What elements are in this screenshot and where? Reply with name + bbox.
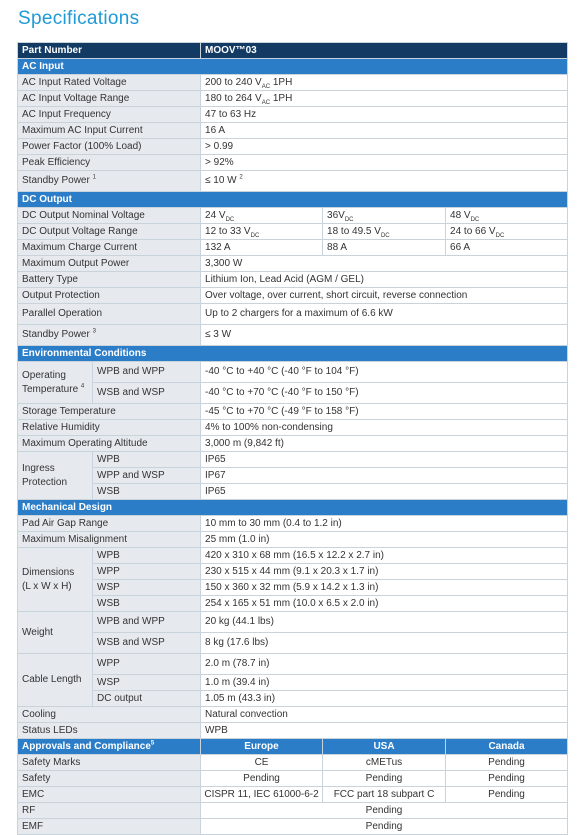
row-sublabel: WPB (93, 548, 201, 564)
row-value: 2.0 m (78.7 in) (201, 654, 568, 675)
table-row (18, 612, 568, 633)
table-row (18, 436, 568, 452)
row-label: AC Input Frequency (18, 107, 201, 123)
table-row (18, 420, 568, 436)
row-value: Pending (446, 755, 568, 771)
row-label: EMF (18, 819, 201, 835)
row-label: Standby Power $^3$ (18, 325, 201, 346)
row-value: Natural convection (201, 707, 568, 723)
row-label: Maximum AC Input Current (18, 123, 201, 139)
section-title: Approvals and Compliance$^5$ (18, 739, 201, 755)
table-row (18, 516, 568, 532)
table-row (18, 139, 568, 155)
row-label: Cooling (18, 707, 201, 723)
row-value: Lithium Ion, Lead Acid (AGM / GEL) (201, 272, 568, 288)
row-label: DC Output Voltage Range (18, 224, 201, 240)
spec-table (17, 42, 568, 835)
section-mechanical (18, 500, 568, 516)
table-row (18, 240, 568, 256)
table-row (18, 107, 568, 123)
row-value: 8 kg (17.6 lbs) (201, 633, 568, 654)
row-value: 150 x 360 x 32 mm (5.9 x 14.2 x 1.3 in) (201, 580, 568, 596)
row-label: Safety Marks (18, 755, 201, 771)
table-row (18, 580, 568, 596)
row-sublabel: WPB and WPP (93, 612, 201, 633)
table-row (18, 564, 568, 580)
row-label: AC Input Voltage Range (18, 91, 201, 107)
row-value: 4% to 100% non-condensing (201, 420, 568, 436)
table-row (18, 75, 568, 91)
table-row (18, 91, 568, 107)
row-value: IP65 (201, 484, 568, 500)
table-row (18, 256, 568, 272)
row-value: 88 A (323, 240, 446, 256)
row-label: Cable Length (18, 654, 93, 707)
table-row (18, 383, 568, 404)
row-label: Peak Efficiency (18, 155, 201, 171)
row-label: Relative Humidity (18, 420, 201, 436)
row-value: 18 to 49.5 $V_{DC}$ (323, 224, 446, 240)
table-row (18, 532, 568, 548)
table-row (18, 596, 568, 612)
table-row (18, 452, 568, 468)
row-value: Pending (446, 771, 568, 787)
row-label: Operating Temperature $^4$ (18, 362, 93, 404)
table-row (18, 675, 568, 691)
row-value: 3,300 W (201, 256, 568, 272)
row-value: 16 A (201, 123, 568, 139)
row-label: Maximum Operating Altitude (18, 436, 201, 452)
table-row (18, 224, 568, 240)
row-sublabel: DC output (93, 691, 201, 707)
row-label: DC Output Nominal Voltage (18, 208, 201, 224)
row-value: CE (201, 755, 323, 771)
row-sublabel: WSB (93, 596, 201, 612)
row-label: Maximum Charge Current (18, 240, 201, 256)
section-ac-input (18, 59, 568, 75)
table-row (18, 325, 568, 346)
row-sublabel: WPP (93, 654, 201, 675)
row-value: 12 to 33 $V_{DC}$ (201, 224, 323, 240)
row-value: ≤ 10 W $^2$ (201, 171, 568, 192)
row-value: Pending (201, 771, 323, 787)
row-sublabel: WPP and WSP (93, 468, 201, 484)
row-value: IP65 (201, 452, 568, 468)
row-sublabel: WPB (93, 452, 201, 468)
table-row (18, 755, 568, 771)
table-row (18, 803, 568, 819)
row-value: 180 to 264 $V_{AC}$ 1PH (201, 91, 568, 107)
row-label: Battery Type (18, 272, 201, 288)
table-row (18, 362, 568, 383)
column-header: USA (323, 739, 446, 755)
row-value: 1.05 m (43.3 in) (201, 691, 568, 707)
row-value: 48 $V_{DC}$ (446, 208, 568, 224)
row-label: Maximum Output Power (18, 256, 201, 272)
table-row (18, 123, 568, 139)
table-row (18, 272, 568, 288)
table-row (18, 691, 568, 707)
column-header: Canada (446, 739, 568, 755)
row-value: Over voltage, over current, short circuit, reverse connection (201, 288, 568, 304)
row-value: -45 °C to +70 °C (-49 °F to 158 °F) (201, 404, 568, 420)
table-row (18, 771, 568, 787)
page-title: Specifications (18, 8, 140, 29)
row-value: 1.0 m (39.4 in) (201, 675, 568, 691)
row-value: 230 x 515 x 44 mm (9.1 x 20.3 x 1.7 in) (201, 564, 568, 580)
row-value: 420 x 310 x 68 mm (16.5 x 12.2 x 2.7 in) (201, 548, 568, 564)
row-label: EMC (18, 787, 201, 803)
section-title: Mechanical Design (18, 500, 568, 516)
row-label: Safety (18, 771, 201, 787)
row-value: -40 °C to +40 °C (-40 °F to 104 °F) (201, 362, 568, 383)
row-value: Pending (446, 787, 568, 803)
table-row (18, 171, 568, 192)
table-row (18, 484, 568, 500)
section-dc-output (18, 192, 568, 208)
part-number-value: MOOV™03 (201, 43, 568, 59)
row-label: Output Protection (18, 288, 201, 304)
row-value: CISPR 11, IEC 61000-6-2 (201, 787, 323, 803)
table-row (18, 707, 568, 723)
row-value: Pending (201, 803, 568, 819)
table-row (18, 208, 568, 224)
row-value: Up to 2 chargers for a maximum of 6.6 kW (201, 304, 568, 325)
row-label: AC Input Rated Voltage (18, 75, 201, 91)
row-value: ≤ 3 W (201, 325, 568, 346)
table-row (18, 468, 568, 484)
row-sublabel: WPP (93, 564, 201, 580)
row-sublabel: WSP (93, 580, 201, 596)
row-value: 132 A (201, 240, 323, 256)
section-title: DC Output (18, 192, 568, 208)
row-value: 20 kg (44.1 lbs) (201, 612, 568, 633)
column-header: Europe (201, 739, 323, 755)
table-row (18, 288, 568, 304)
part-number-label: Part Number (18, 43, 201, 59)
table-row (18, 633, 568, 654)
row-label: RF (18, 803, 201, 819)
table-row (18, 819, 568, 835)
row-label: Dimensions (L x W x H) (18, 548, 93, 612)
row-label: Pad Air Gap Range (18, 516, 201, 532)
row-value: > 92% (201, 155, 568, 171)
row-value: $36V_{DC}$ (323, 208, 446, 224)
row-value: 66 A (446, 240, 568, 256)
row-sublabel: WSB and WSP (93, 633, 201, 654)
section-environmental (18, 346, 568, 362)
table-row (18, 723, 568, 739)
row-value: Pending (323, 771, 446, 787)
row-value: -40 °C to +70 °C (-40 °F to 150 °F) (201, 383, 568, 404)
row-value: Pending (201, 819, 568, 835)
row-label: Parallel Operation (18, 304, 201, 325)
row-sublabel: WSP (93, 675, 201, 691)
row-sublabel: WSB and WSP (93, 383, 201, 404)
part-number-row (18, 43, 568, 59)
row-label: Standby Power $^1$ (18, 171, 201, 192)
table-row (18, 654, 568, 675)
row-label: Weight (18, 612, 93, 654)
row-value: 254 x 165 x 51 mm (10.0 x 6.5 x 2.0 in) (201, 596, 568, 612)
row-value: 25 mm (1.0 in) (201, 532, 568, 548)
row-label: Storage Temperature (18, 404, 201, 420)
row-value: IP67 (201, 468, 568, 484)
table-row (18, 155, 568, 171)
table-row (18, 404, 568, 420)
row-label: Status LEDs (18, 723, 201, 739)
row-value: 24 $V_{DC}$ (201, 208, 323, 224)
section-title: AC Input (18, 59, 568, 75)
row-value: cMETus (323, 755, 446, 771)
row-label: Ingress Protection (18, 452, 93, 500)
row-value: 24 to 66 $V_{DC}$ (446, 224, 568, 240)
table-row (18, 304, 568, 325)
row-value: 10 mm to 30 mm (0.4 to 1.2 in) (201, 516, 568, 532)
section-title: Environmental Conditions (18, 346, 568, 362)
table-row (18, 787, 568, 803)
row-sublabel: WPB and WPP (93, 362, 201, 383)
row-value: FCC part 18 subpart C (323, 787, 446, 803)
row-value: 3,000 m (9,842 ft) (201, 436, 568, 452)
row-label: Maximum Misalignment (18, 532, 201, 548)
table-row (18, 548, 568, 564)
row-sublabel: WSB (93, 484, 201, 500)
row-value: WPB (201, 723, 568, 739)
row-label: Power Factor (100% Load) (18, 139, 201, 155)
section-approvals (18, 739, 568, 755)
row-value: 47 to 63 Hz (201, 107, 568, 123)
row-value: > 0.99 (201, 139, 568, 155)
row-value: 200 to 240 $V_{AC}$ 1PH (201, 75, 568, 91)
